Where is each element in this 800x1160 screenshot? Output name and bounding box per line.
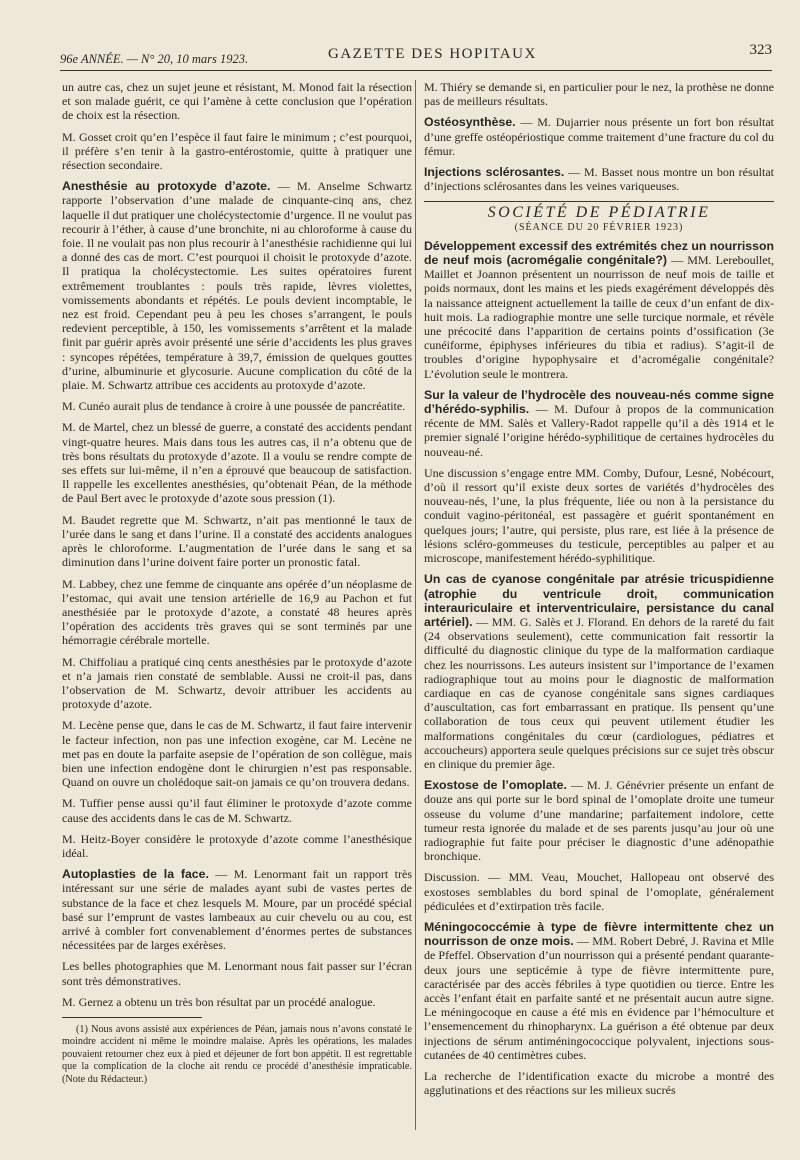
issue-info: 96e ANNÉE. — N° 20, 10 mars 1923. <box>60 52 249 66</box>
paragraph-text <box>62 995 412 1009</box>
society-title: SOCIÉTÉ DE PÉDIATRIE <box>487 204 711 222</box>
article-heading: Sur la valeur de l’hydrocèle des nouveau-nés comme signe d’hérédo-syphilis. <box>424 387 774 417</box>
paragraph-text <box>62 513 412 570</box>
paragraph-text <box>62 655 412 712</box>
article-body: — M. Dujarrier nous présente un fort bon résultat d’une greffe ostéopériostique comme traitement d’une fracture du col du fémur. <box>424 115 774 158</box>
article-paragraph <box>424 115 774 158</box>
article-paragraph <box>62 179 412 392</box>
article-paragraph <box>62 399 412 413</box>
article-body: — M. Lenormant fait un rapport très intéressant sur une série de malades ayant subi de vastes pertes de substance de la face et chez lesquels M. Moure, par un procédé spécial basé sur l’emprunt de vastes lambeaux au cuir chevelu ou au cou, est arrivé à combler fort convenablement d’énormes pertes de substances nécessitées par de larges exérèses. <box>62 867 412 953</box>
article-heading: Autoplasties de la face. <box>62 867 209 882</box>
article-body: — M. J. Génévrier présente un enfant de douze ans qui porte sur le bord spinal de l’omoplate droite une tumeur osseuse du volume d’une mandarine; parfaitement indolore, cette tumeur resta ignorée du malade et de ses parents jusqu’au jour où une radiographie fut faite pour préciser le diagnostic d’une adénopathie bronchique. <box>424 778 774 864</box>
article-paragraph <box>62 995 412 1009</box>
footnote <box>62 1024 412 1086</box>
paragraph-text <box>62 179 412 392</box>
article-body: M. Labbey, chez une femme de cinquante ans opérée d’un néoplasme de l’estomac, qui avait une tension artérielle de 16,9 au Pachon et fut anesthésiée par le protoxyde d’azote, a constaté 48 heures après l’opération des accidents très graves qui se sont terminés par une hémorragie cérébrale mortelle. <box>62 576 412 648</box>
article-body: — MM. Robert Debré, J. Ravina et Mlle de Pfeffel. Observation d’un nourrisson qui a présenté pendant quarante-deux jours une septicémie à type de fièvre intermittente pure, caractérisée par des accès fébriles à type quotidien ou tierce. Entre les accès l’enfant était en parfaite santé et ne présentait aucun autre signe. Le méningocoque en cause a été mis en évidence par l’hémoculture et l’ensemencement du rhinopharynx. La guérison a été obtenue par deux injections de sérum antiméningococcique polyvalent, injections sous-cutanées de 40 centimètres cubes. <box>424 934 774 1062</box>
paragraph-text <box>62 796 412 824</box>
article-paragraph <box>62 655 412 712</box>
society-date: (SÉANCE DU 20 FÉVRIER 1923) <box>514 221 684 233</box>
article-paragraph <box>424 920 774 1062</box>
article-heading: Injections sclérosantes. <box>424 165 565 180</box>
article-body: M. Gernez a obtenu un très bon résultat par un procédé analogue. <box>62 994 376 1009</box>
society-section-header <box>424 201 774 234</box>
article-paragraph <box>62 80 412 123</box>
article-body: un autre cas, chez un sujet jeune et résistant, M. Monod fait la résection et son malade guérit, ce qui l’amène à cette conclusion que l’opération de choix est la résection. <box>62 80 412 123</box>
article-paragraph <box>424 239 774 381</box>
paragraph-text <box>62 80 412 123</box>
article-paragraph <box>62 420 412 505</box>
article-body: — M. Anselme Schwartz rapporte l’observation d’une malade de cinquante-cinq ans, chez laquelle il dut pratiquer une cholécystectomie d’urgence. Il ne voulut pas recourir à l’éther, à cause d’une bronchite, ni au chloroforme à cause du foie. Il ne voulait pas non plus recourir à l’anesthésie rachidienne qui lui a donné des cas de mort. C’est pourquoi il choisit le protoxyde d’azote. Il pratiqua la cholécystectomie. Les suites opératoires furent extrêmement troublantes : pouls très rapide, lèvres violettes, vomissements abondants et répétés. Le pouls devient incomptable, le nez est froid. Cependant peu à peu les choses s’arrangent, le pouls redevient perceptible, à 150, les vomissements s’arrêtent et la malade finit par guérir après avoir présenté une série d’accidents les plus graves : syncopes répétées, température à 39,7, émission de quelques gouttes d’urine, albuminurie et glycosurie. Aucune complication du côté de la plaie. M. Schwartz attribue ces accidents au protoxyde d’azote. <box>62 179 413 393</box>
article-paragraph <box>62 577 412 648</box>
article-body: M. Chiffoliau a pratiqué cinq cents anesthésies par le protoxyde d’azote et n’a jamais rien constaté de semblable. Aussi ne croit-il pas, dans l’observation de M. Schwartz, devoir attribuer les accidents au protoxyde d’azote. <box>62 654 412 712</box>
footnote-text: (1) Nous avons assisté aux expériences de Péan, jamais nous n’avons constaté le moindre accident ni même le moindre malaise. Après les opérations, les malades pouvaient retourner chez eux à pied et déjeuner de fort bon appétit. Il est regrettable que la complication de la cloche ait rendu ce procédé d’anesthésie impraticable. (Note du Rédacteur.) <box>62 1023 412 1085</box>
article-body: M. Baudet regrette que M. Schwartz, n’ait pas mentionné le taux de l’urée dans le sang et dans l’urine. Il a constaté des accidents analogues après le chloroforme. L’augmentation de l’urée dans le sang et sa diminution dans l’urine doivent faire porter un pronostic fatal. <box>62 512 412 570</box>
article-paragraph <box>62 832 412 860</box>
article-body: M. Lecène pense que, dans le cas de M. Schwartz, il faut faire intervenir le facteur infection, non pas une infection exogène, car M. Lecène ne met pas en doute la parfaite asepsie de l’opération de son collègue, mais bien une infection endogène dont le chirurgien n’est pas responsable. Quand on ouvre un cholédoque sait-on jamais ce qu’on trouvera dedans. <box>62 718 412 790</box>
article-body: M. Thiéry se demande si, en particulier pour le nez, la prothèse ne donne pas de meilleurs résultats. <box>424 80 774 109</box>
article-paragraph <box>62 130 412 173</box>
paragraph-text <box>62 577 412 648</box>
paragraph-text <box>62 420 412 505</box>
article-heading: Développement excessif des extrémités chez un nourrisson de neuf mois (acromégalie congénitale?) <box>424 238 774 268</box>
article-paragraph <box>62 718 412 789</box>
article-body: M. Gosset croit qu’en l’espèce il faut faire le minimum ; c’est pourquoi, il préfère s’en tenir à la gastro-entérostomie, quitte à pratiquer une résection secondaire. <box>62 129 412 173</box>
paragraph-text <box>424 1069 774 1097</box>
article-paragraph <box>424 572 774 771</box>
paragraph-text <box>62 130 412 173</box>
article-body: M. Tuffier pense aussi qu’il faut éliminer le protoxyde d’azote comme cause des accidents dans le cas de M. Schwartz. <box>62 796 412 825</box>
article-body: M. Heitz-Boyer considère le protoxyde d’azote comme l’anesthésique idéal. <box>62 831 412 860</box>
society-rule <box>424 201 774 202</box>
journal-title: GAZETTE DES HOPITAUX <box>328 46 537 62</box>
article-body: M. de Martel, chez un blessé de guerre, a constaté des accidents pendant vingt-quatre heures. Mais dans tous les autres cas, il n’a obtenu que de très bons résultats du protoxyde d’azote. Il a voulu se rendre compte de ses effets sur lui-même, il n’en a éprouvé que beaucoup de satisfaction. Il rappelle les excellentes anesthésies, qu’obtenait Péan, de la méthode de Paul Bert avec le protoxyde d’azote sous pression (1). <box>62 420 412 506</box>
paragraph-text <box>424 572 774 771</box>
article-paragraph <box>424 870 774 913</box>
article-paragraph <box>424 165 774 193</box>
footnote-rule <box>62 1017 202 1018</box>
paragraph-text <box>62 867 412 952</box>
paragraph-text <box>424 165 774 193</box>
column-divider <box>415 80 416 1130</box>
paragraph-text <box>62 718 412 789</box>
paragraph-text <box>424 80 774 108</box>
article-heading: Ostéosynthèse. <box>424 115 516 130</box>
article-paragraph <box>424 388 774 459</box>
right-column <box>424 80 774 1097</box>
article-paragraph <box>62 796 412 824</box>
article-heading: Exostose de l’omoplate. <box>424 778 567 793</box>
article-paragraph <box>424 778 774 863</box>
paragraph-text <box>424 388 774 459</box>
article-paragraph <box>62 513 412 570</box>
article-heading: Anesthésie au protoxyde d’azote. <box>62 179 271 194</box>
paragraph-text <box>424 920 774 1062</box>
article-body: La recherche de l’identification exacte du microbe a montré des agglutinations et des réactions sur les milieux sucrés <box>424 1069 774 1098</box>
paragraph-text <box>424 466 774 565</box>
article-body: — MM. Lereboullet, Maillet et Joannon présentent un nourrisson de neuf mois de taille et poids normaux, dont les mains et les pieds exagérément développés dès la naissance atteignent actuellement la taille de ceux d’un enfant de dix-huit mois. La radiographie montre une selle turcique normale, et révèle une précocité dans l’apparition de certains points d’ossification (3e cunéiforme, épiphyses inférieures du tibia et radius). S’agit-il de troubles d’origine hypophysaire et d’acromégalie congénitale? L’évolution seule le montrera. <box>424 253 774 381</box>
paragraph-text <box>62 399 412 413</box>
paragraph-text <box>424 870 774 913</box>
paragraph-text <box>424 115 774 158</box>
page-header <box>60 42 772 71</box>
article-body: — M. Basset nous montre un bon résultat d’injections sclérosantes dans les veines variqueuses. <box>424 165 774 194</box>
paragraph-text <box>62 959 412 987</box>
article-paragraph <box>62 959 412 987</box>
article-heading: Un cas de cyanose congénitale par atrésie tricuspidienne (atrophie du ventricule droit, communication interauriculaire et interventriculaire, persistance du canal artériel). <box>424 572 774 629</box>
page-number: 323 <box>749 42 772 58</box>
article-heading: Méningococcémie à type de fièvre intermittente chez un nourrisson de onze mois. <box>424 919 774 949</box>
article-body: Une discussion s’engage entre MM. Comby, Dufour, Lesné, Nobécourt, d’où il ressort qu’il existe deux sortes de variétés d’hydrocèles des nouveau-nés, l’une, la plus fréquente, liée ou non à la persistance du conduit vagino-péritonéal, est passagère et guérit spontanément en quelques jours; l’autre, qui persiste, plus rare, est liée à la présence de lésions scléro-gommeuses du testicule, perceptibles au palper et au microscope, manifestement hérédo-syphilitique. <box>424 465 774 566</box>
paragraph-text <box>424 239 774 381</box>
paragraph-text <box>424 778 774 863</box>
article-body: Les belles photographies que M. Lenormant nous fait passer sur l’écran sont très démonstratives. <box>62 959 412 988</box>
left-column <box>62 80 412 1086</box>
article-paragraph <box>62 867 412 952</box>
article-body: — M. Dufour à propos de la communication récente de MM. Salès et Vallery-Radot rappelle qu’il a dès 1914 et le premier signalé l’origine hérédo-syphilitique de certaines hydrocèles du nouveau-né. <box>424 402 774 459</box>
article-paragraph <box>424 1069 774 1097</box>
article-body: M. Cunéo aurait plus de tendance à croire à une poussée de pancréatite. <box>62 399 406 414</box>
article-paragraph <box>424 466 774 565</box>
article-body: — MM. G. Salès et J. Florand. En dehors de la rareté du fait (24 observations seulement), cette communication fait ressortir la difficulté du diagnostic clinique du type de la malformation cardiaque chez les nourrissons. Les auteurs insistent sur l’importance de l’examen radiographique tout au moins pour le diagnostic de malformation cardiaque en cas de cyanose congénitale sans signes cardiaques d’auscultation, cas fort embarrassant en pratique. Ils pensent qu’une collaboration de tous ceux qui peuvent utilement étudier les malformations congénitales du cœur (cardiologues, pédiatres et accoucheurs) apportera seule quelques précisions sur ce sujet très obscur en clinique du premier âge. <box>424 614 774 771</box>
article-body: Discussion. — MM. Veau, Mouchet, Hallopeau ont observé des exostoses semblables du bord spinal de l’omoplate, généralement pédiculées et d’extirpation très facile. <box>424 870 774 913</box>
article-paragraph <box>424 80 774 108</box>
paragraph-text <box>62 832 412 860</box>
